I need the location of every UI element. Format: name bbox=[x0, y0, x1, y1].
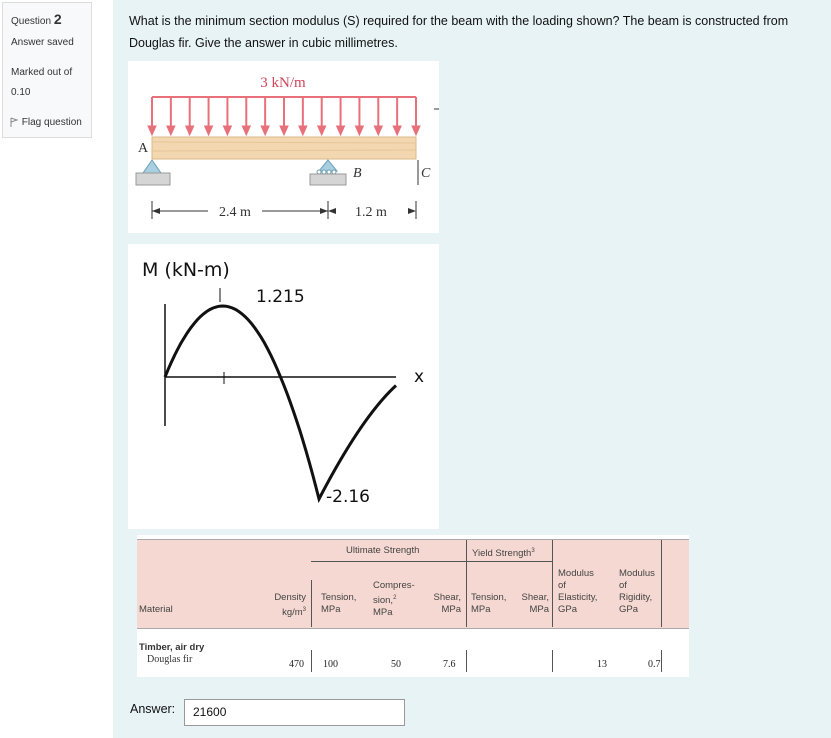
rigidity-line2: of bbox=[619, 580, 627, 591]
load-arrow-head bbox=[242, 126, 250, 135]
row-ult-compression: 50 bbox=[391, 659, 401, 670]
load-arrow-head bbox=[355, 126, 363, 135]
load-arrow-head bbox=[167, 126, 175, 135]
elasticity-header bbox=[558, 568, 597, 616]
dim-arrow-b2 bbox=[328, 208, 336, 214]
question-label: Question bbox=[11, 16, 52, 27]
rigidity-line4: GPa bbox=[619, 604, 639, 615]
moment-figure bbox=[128, 244, 439, 529]
row-density: 470 bbox=[289, 659, 304, 670]
ult-tension-header bbox=[321, 592, 356, 616]
load-arrow-head bbox=[299, 126, 307, 135]
flag-question-label: Flag question bbox=[21, 117, 82, 128]
moment-title: M (kN-m) bbox=[142, 259, 230, 281]
row-elasticity: 13 bbox=[597, 659, 607, 670]
density-header bbox=[272, 592, 306, 619]
support-b bbox=[319, 160, 337, 171]
col-divider bbox=[466, 650, 467, 672]
ult-shear-header bbox=[427, 592, 461, 616]
col-divider bbox=[661, 540, 662, 627]
ult-compression-header bbox=[373, 580, 415, 619]
yld-tension-header bbox=[471, 592, 506, 616]
yld-shear-header bbox=[515, 592, 549, 616]
col-divider bbox=[466, 540, 467, 627]
flag-icon bbox=[9, 117, 19, 127]
row-rigidity: 0.7 bbox=[648, 659, 661, 670]
moment-diagram bbox=[128, 244, 439, 529]
load-arrow-head bbox=[205, 126, 213, 135]
question-number bbox=[11, 11, 62, 27]
span-ab-label: 2.4 m bbox=[219, 205, 251, 220]
beam-diagram bbox=[128, 61, 439, 233]
load-label: 3 kN/m bbox=[260, 75, 306, 91]
col-divider bbox=[552, 540, 553, 627]
rigidity-line3: Rigidity, bbox=[619, 592, 653, 603]
row-material: Douglas fir bbox=[147, 654, 193, 665]
ultimate-underline bbox=[311, 561, 466, 562]
yld-shear-line2: MPa bbox=[529, 604, 549, 615]
load-arrow-head bbox=[337, 126, 345, 135]
marked-out-of-value: 0.10 bbox=[11, 87, 31, 98]
question-content bbox=[113, 0, 831, 738]
density-header-line2: kg/m bbox=[282, 607, 303, 619]
load-arrow-head bbox=[223, 126, 231, 135]
density-header-line1: Density bbox=[274, 592, 306, 603]
rigidity-header bbox=[619, 568, 655, 616]
ultimate-strength-heading: Ultimate Strength bbox=[346, 545, 420, 556]
question-text: What is the minimum section modulus (S) required for the beam with the loading shown? The beam is constructed from Douglas fir. Give the answer in cubic millimetres. bbox=[129, 14, 789, 50]
x-axis-label: x bbox=[414, 367, 425, 387]
properties-table bbox=[137, 535, 689, 677]
support-a bbox=[143, 160, 161, 173]
question-number-value: 2 bbox=[53, 11, 62, 27]
ult-comp-sup: 2 bbox=[393, 595, 397, 601]
answer-input[interactable]: 21600 bbox=[184, 699, 405, 726]
col-divider bbox=[311, 580, 312, 627]
yld-shear-line1: Shear, bbox=[521, 592, 549, 603]
yld-tension-line2: MPa bbox=[471, 604, 491, 615]
load-arrow-head bbox=[261, 126, 269, 135]
elasticity-line2: of bbox=[558, 580, 566, 591]
answer-status: Answer saved bbox=[11, 37, 74, 48]
span-bc-label: 1.2 m bbox=[355, 205, 387, 220]
point-c-label: C bbox=[421, 166, 431, 181]
yield-strength-heading bbox=[472, 545, 535, 560]
answer-label: Answer: bbox=[130, 702, 176, 716]
elasticity-line3: Elasticity, bbox=[558, 592, 598, 603]
load-arrow-head bbox=[186, 126, 194, 135]
load-arrow-head bbox=[374, 126, 382, 135]
col-divider bbox=[311, 650, 312, 672]
ult-comp-line2: sion, bbox=[373, 595, 394, 607]
material-header: Material bbox=[139, 604, 173, 615]
yield-strength-sup: 3 bbox=[531, 548, 535, 554]
moment-curve bbox=[165, 306, 396, 499]
question-info-panel bbox=[2, 2, 92, 138]
row-category: Timber, air dry bbox=[139, 642, 205, 653]
col-divider bbox=[661, 650, 662, 672]
row-ult-shear: 7.6 bbox=[443, 659, 456, 670]
beam bbox=[152, 137, 416, 159]
load-arrow-head bbox=[393, 126, 401, 135]
load-arrow-head bbox=[318, 126, 326, 135]
dim-arrow-b1 bbox=[320, 208, 328, 214]
dim-arrow-c bbox=[408, 208, 416, 214]
flag-question-link[interactable] bbox=[9, 117, 82, 128]
dim-arrow-a bbox=[152, 208, 160, 214]
min-moment-label: -2.16 bbox=[326, 487, 370, 507]
row-ult-tension: 100 bbox=[323, 659, 338, 670]
load-arrows bbox=[148, 97, 420, 135]
yield-underline bbox=[466, 561, 552, 562]
ult-shear-line1: Shear, bbox=[433, 592, 461, 603]
ult-tension-line2: MPa bbox=[321, 604, 341, 615]
ground-b bbox=[310, 174, 346, 185]
point-a-label: A bbox=[138, 141, 149, 156]
point-b-label: B bbox=[353, 166, 362, 181]
load-arrow-head bbox=[148, 126, 156, 135]
marked-out-of-label: Marked out of bbox=[11, 67, 73, 78]
ult-comp-line1: Compres- bbox=[373, 580, 415, 591]
rigidity-line1: Modulus bbox=[619, 568, 655, 579]
elasticity-line1: Modulus bbox=[558, 568, 594, 579]
yield-strength-label: Yield Strength bbox=[472, 548, 532, 560]
elasticity-line4: GPa bbox=[558, 604, 578, 615]
load-arrow-head bbox=[280, 126, 288, 135]
col-divider bbox=[552, 650, 553, 672]
beam-figure bbox=[128, 61, 439, 233]
ground-a bbox=[136, 173, 170, 185]
yld-tension-line1: Tension, bbox=[471, 592, 507, 603]
ult-comp-line3: MPa bbox=[373, 607, 393, 619]
max-moment-label: 1.215 bbox=[256, 287, 305, 307]
ult-shear-line2: MPa bbox=[441, 604, 461, 615]
density-header-sup: 3 bbox=[302, 607, 306, 613]
load-arrow-head bbox=[412, 126, 420, 135]
ult-tension-line1: Tension, bbox=[321, 592, 357, 603]
